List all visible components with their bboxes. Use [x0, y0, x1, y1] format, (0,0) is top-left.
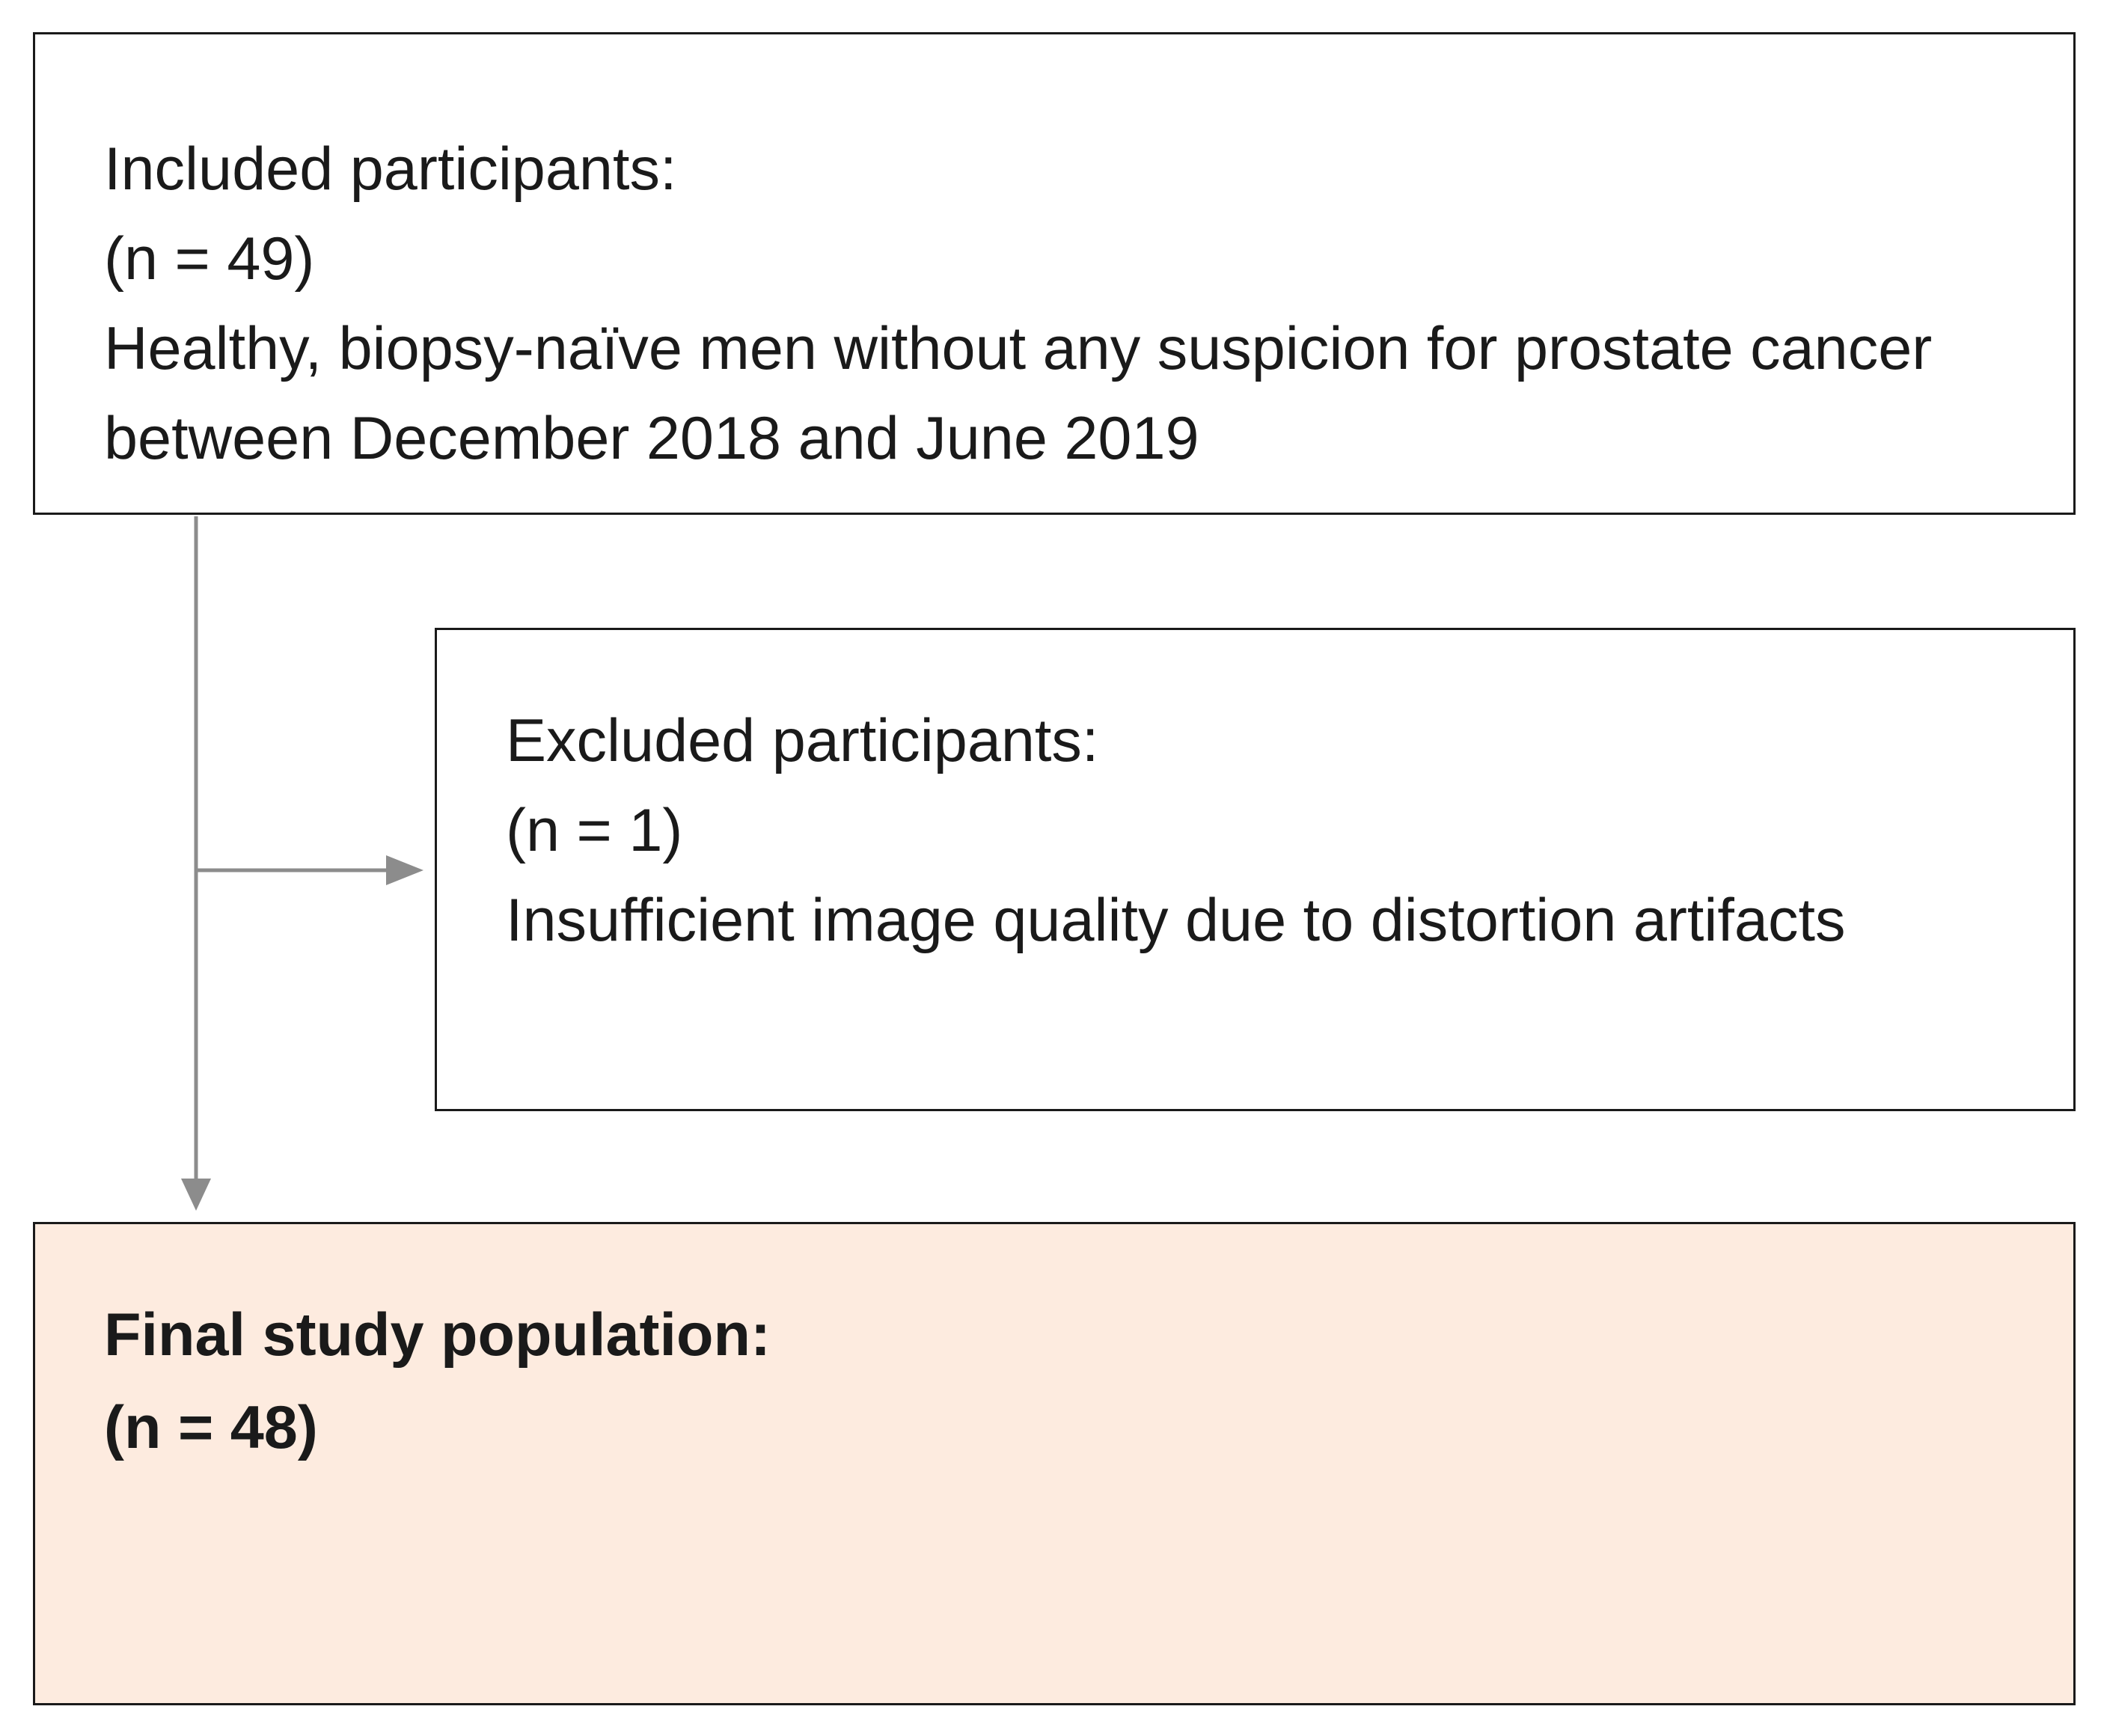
excluded-participants-box: [435, 628, 2076, 1111]
excluded-reason: Insufficient image quality due to distortion artifacts: [506, 887, 1846, 954]
included-participants-box: [33, 32, 2076, 515]
final-count: (n = 48): [104, 1394, 318, 1461]
included-description-line2: between December 2018 and June 2019: [104, 405, 1199, 472]
included-description-line1: Healthy, biopsy-naïve men without any suspicion for prostate cancer: [104, 315, 1933, 382]
excluded-title: Excluded participants:: [506, 707, 1099, 774]
excluded-count: (n = 1): [506, 797, 683, 864]
exclusion-branch-arrowhead: [386, 855, 423, 885]
included-title: Included participants:: [104, 135, 677, 203]
final-title: Final study population:: [104, 1301, 771, 1369]
included-count: (n = 49): [104, 225, 315, 293]
final-study-population-box: [33, 1222, 2076, 1705]
main-flow-arrowhead: [181, 1179, 211, 1211]
